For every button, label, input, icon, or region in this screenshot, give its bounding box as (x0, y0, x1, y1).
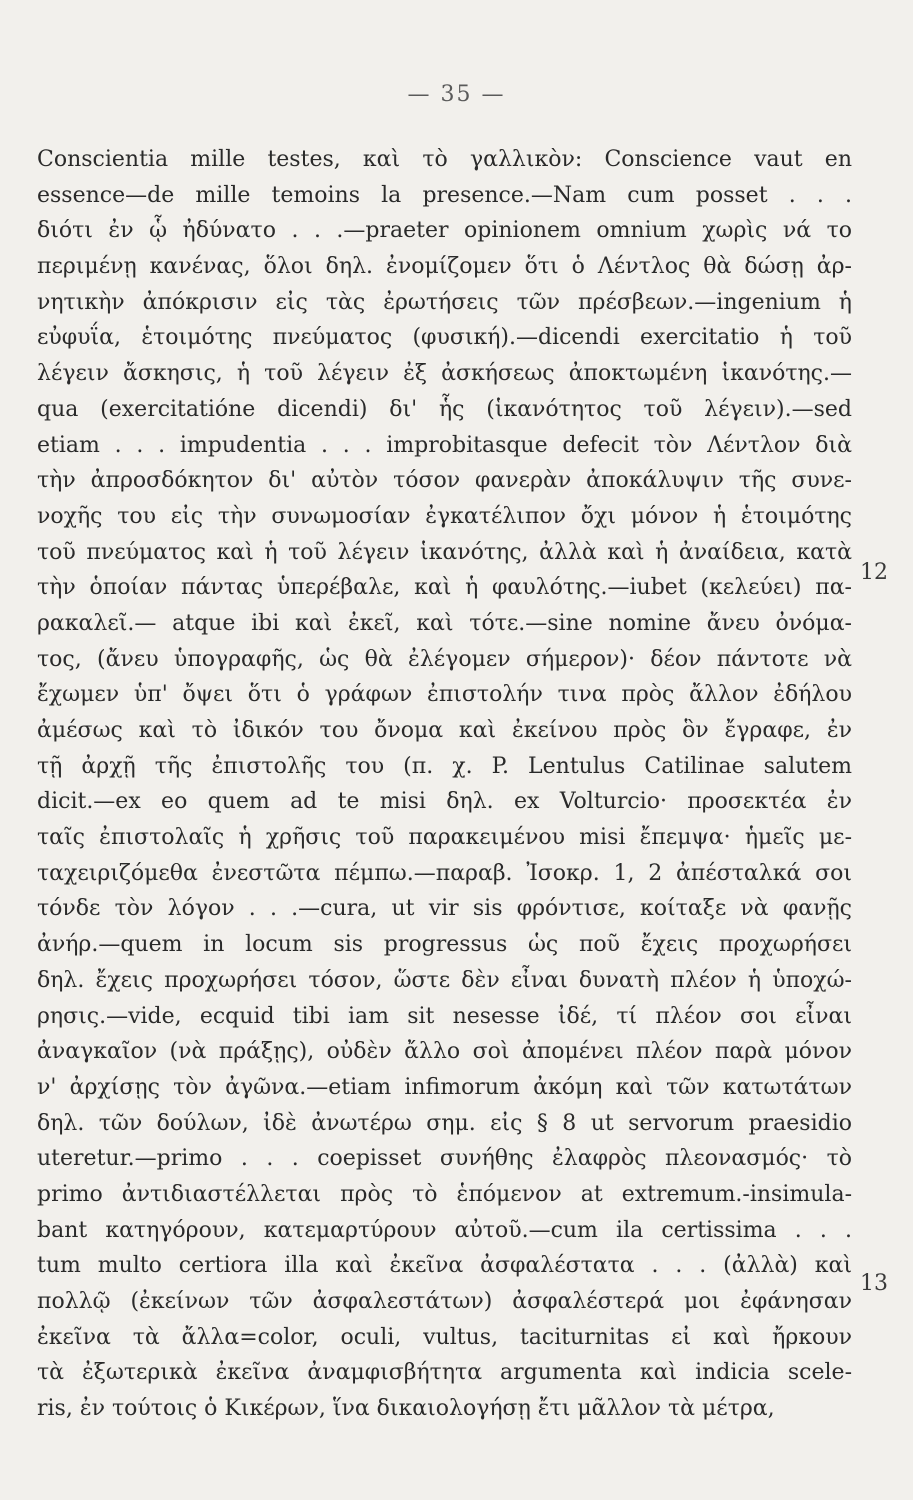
text-line: primo ἀντιδιαστέλλεται πρὸς τὸ ἑπόμενον at extremum.-insimula- (37, 1181, 852, 1207)
text-line: τοῦ πνεύματος καὶ ἡ τοῦ λέγειν ἱκανότης, ἀλλὰ καὶ ἡ ἀναίδεια, κατὰ (37, 539, 852, 565)
text-block (37, 142, 852, 1427)
text-line: ἀνήρ.—quem in locum sis progressus ὡς ποῦ ἔχεις προχωρήσει (37, 932, 852, 958)
text-line: τῇ ἀρχῇ τῆς ἐπιστολῆς του (π. χ. P. Lentulus Catilinae salutem (37, 753, 852, 779)
text-line: τόνδε τὸν λόγον . . .—cura, ut vir sis φρόντισε, κοίταξε νὰ φανῇς (37, 896, 852, 922)
margin-note: 12 (860, 560, 888, 585)
text-line: διότι ἐν ᾧ ἠδύνατο . . .—praeter opinionem omnium χωρὶς νά το (37, 218, 852, 244)
text-line: ν' ἀρχίσῃς τὸν ἀγῶνα.—etiam infimorum ἀκόμη καὶ τῶν κατωτάτων (37, 1074, 852, 1100)
text-line: ἐκεῖνα τὰ ἄλλα=color, oculi, vultus, taciturnitas εἰ καὶ ἤρκουν (37, 1324, 852, 1350)
text-line: tum multo certiora illa καὶ ἐκεῖνα ἀσφαλέστατα . . . (ἀλλὰ) καὶ (37, 1253, 852, 1279)
text-line: bant κατηγόρουν, κατεμαρτύρουν αὐτοῦ.—cum ila certissima . . . (37, 1217, 852, 1243)
text-line: τὴν ἀπροσδόκητον δι' αὐτὸν τόσον φανερὰν ἀποκάλυψιν τῆς συνε- (37, 468, 852, 494)
text-line: εὐφυΐα, ἑτοιμότης πνεύματος (φυσική).—dicendi exercitatio ἡ τοῦ (37, 325, 852, 351)
text-line: τὰ ἐξωτερικὰ ἐκεῖνα ἀναμφισβήτητα argumenta καὶ indicia scele- (37, 1360, 852, 1386)
text-line: νητικὴν ἀπόκρισιν εἰς τὰς ἐρωτήσεις τῶν πρέσβεων.—ingenium ἡ (37, 289, 852, 315)
text-line: essence—de mille temoins la presence.—Nam cum posset . . . (37, 182, 852, 208)
text-line: δηλ. τῶν δούλων, ἰδὲ ἀνωτέρω σημ. εἰς § 8 ut servorum praesidio (37, 1110, 852, 1136)
text-line: δηλ. ἔχεις προχωρήσει τόσον, ὥστε δὲν εἶναι δυνατὴ πλέον ἡ ὑποχώ- (37, 967, 852, 993)
text-line: τὴν ὁποίαν πάντας ὑπερέβαλε, καὶ ἡ φαυλότης.—iubet (κελεύει) πα- (37, 575, 852, 601)
text-line: ρακαλεῖ.— atque ibi καὶ ἐκεῖ, καὶ τότε.—sine nomine ἄνευ ὀνόμα- (37, 610, 852, 636)
text-line: ἀμέσως καὶ τὸ ἰδικόν του ὄνομα καὶ ἐκείνου πρὸς ὃν ἔγραφε, ἐν (37, 718, 852, 743)
text-line: dicit.—ex eo quem ad te misi δηλ. ex Volturcio· προσεκτέα ἐν (37, 789, 852, 815)
text-line: etiam . . . impudentia . . . improbitasque defecit τὸν Λέντλον διὰ (37, 432, 852, 458)
text-line: uteretur.—primo . . . coepisset συνήθης ἐλαφρὸς πλεονασμός· τὸ (37, 1146, 852, 1172)
text-line: λέγειν ἄσκησις, ἡ τοῦ λέγειν ἐξ ἀσκήσεως ἀποκτωμένη ἱκανότης.— (37, 361, 852, 387)
margin-note: 13 (860, 1271, 888, 1296)
text-line: Conscientia mille testes, καὶ τὸ γαλλικὸν: Conscience vaut en (37, 147, 852, 172)
text-line: ταχειριζόμεθα ἐνεστῶτα πέμπω.—παραβ. Ἰσοκρ. 1, 2 ἀπέσταλκά σοι (37, 860, 852, 886)
text-line: ἔχωμεν ὑπ' ὄψει ὅτι ὁ γράφων ἐπιστολήν τινα πρὸς ἄλλον ἐδήλου (37, 682, 852, 708)
text-line: ταῖς ἐπιστολαῖς ἡ χρῆσις τοῦ παρακειμένου misi ἔπεμψα· ἡμεῖς με- (37, 825, 852, 851)
page-number: — 35 — (407, 82, 506, 107)
text-line: τος, (ἄνευ ὑπογραφῆς, ὡς θὰ ἐλέγομεν σήμερον)· δέον πάντοτε νὰ (37, 646, 852, 672)
text-line: περιμένῃ κανένας, ὅλοι δηλ. ἐνομίζομεν ὅτι ὁ Λέντλος θὰ δώσῃ ἀρ- (37, 254, 852, 280)
text-line: ἀναγκαῖον (νὰ πράξῃς), οὐδὲν ἄλλο σοὶ ἀπομένει πλέον παρὰ μόνον (37, 1039, 852, 1065)
text-line: ris, ἐν τούτοις ὁ Κικέρων, ἵνα δικαιολογήσῃ ἔτι μᾶλλον τὰ μέτρα, (37, 1396, 775, 1422)
text-line: qua (exercitatióne dicendi) δι' ἧς (ἱκανότητος τοῦ λέγειν).—sed (37, 396, 852, 422)
text-line: νοχῆς του εἰς τὴν συνωμοσίαν ἐγκατέλιπον ὄχι μόνον ἡ ἑτοιμότης (37, 503, 852, 529)
text-line: πολλῷ (ἐκείνων τῶν ἀσφαλεστάτων) ἀσφαλέστερά μοι ἐφάνησαν (37, 1289, 852, 1314)
text-line: ρησις.—vide, ecquid tibi iam sit nesesse ἰδέ, τί πλέον σοι εἶναι (37, 1003, 852, 1029)
